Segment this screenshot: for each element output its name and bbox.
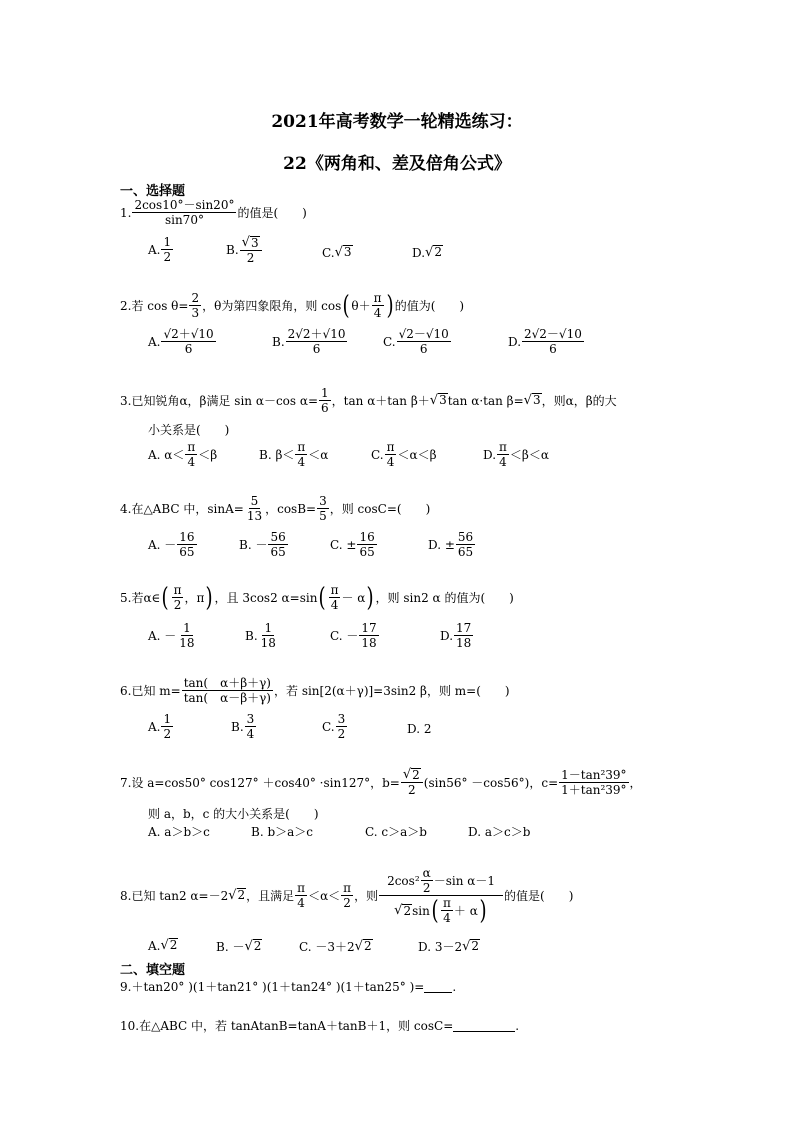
q4-option-d — [428, 530, 476, 559]
question-9 — [120, 978, 456, 995]
question-8 — [120, 866, 573, 925]
q2-c-den: 6 — [419, 342, 428, 356]
q4-b-den: 65 — [270, 545, 286, 559]
q2-b-frac — [286, 327, 348, 356]
q3-b-den: 4 — [297, 455, 306, 469]
q8-radicand: 2 — [237, 888, 246, 902]
q2-lparen: ( — [342, 290, 350, 321]
q1-d-radicand: 2 — [434, 245, 442, 259]
q2-inner-frac — [372, 291, 384, 320]
question-1 — [120, 198, 307, 227]
q3-part-a: 3.已知锐角α，β满足 sin α－cos α= — [120, 394, 319, 408]
q5-comma: ，π — [184, 591, 205, 605]
q2-rparen: ) — [386, 290, 394, 321]
q4-a-label: A. － — [148, 538, 177, 552]
q7-frac-c-num: 1－tan²39° — [561, 767, 627, 782]
q5-b-frac — [259, 621, 278, 650]
q2-b-num: 2√2＋√10 — [287, 327, 346, 341]
q5-a-frac — [177, 621, 196, 650]
q7-frac-b — [401, 767, 423, 797]
q7-part-b: (sin56° －cos56°)，c= — [423, 775, 559, 790]
q1-a-num: 1 — [163, 235, 172, 249]
q6-option-d: D. 2 — [407, 722, 432, 736]
q2-d-label: D. — [508, 334, 522, 349]
q1-fraction — [132, 198, 236, 227]
q1-a-frac — [161, 235, 173, 264]
q1-b-frac — [240, 235, 262, 265]
q6-c-frac — [336, 712, 348, 741]
q8-frac-2 — [341, 881, 353, 910]
q5-a-num: 1 — [183, 621, 191, 635]
q6-part-a: 6.已知 m= — [120, 684, 181, 698]
q8-a-radicand: 2 — [169, 938, 178, 952]
q10-end: . — [515, 1018, 520, 1033]
q3-c-end: ＜α＜β — [397, 448, 437, 462]
q6-a-label: A. — [148, 719, 161, 734]
q2-frac-den: 3 — [191, 306, 200, 320]
q6-a-num: 1 — [163, 712, 172, 726]
q1-denominator: sin70° — [164, 213, 204, 227]
q4-part-c: ，则 cosC=( ) — [329, 502, 431, 516]
q5-c-den: 18 — [361, 636, 377, 650]
q8-c-radicand: 2 — [363, 939, 372, 953]
q6-option-a — [148, 712, 174, 741]
q5-c-label: C. － — [330, 629, 359, 643]
q8-b-label: B. － — [216, 940, 245, 954]
q1-c-label: C. — [322, 245, 335, 260]
q4-c-den: 65 — [359, 545, 375, 559]
q8-d-label: D. 3－2 — [418, 940, 463, 954]
q5-d-frac — [454, 621, 473, 650]
q7-line-2: 则 a，b，c 的大小关系是( ) — [148, 807, 319, 821]
q1-b-den: 2 — [246, 251, 255, 265]
q8-den-rparen: ) — [479, 895, 487, 926]
q7-option-c: C. c＞a＞b — [365, 825, 427, 839]
q5-option-c — [330, 621, 380, 650]
q5-lparen: ( — [161, 582, 170, 613]
q3-radicand-2: 3 — [532, 393, 541, 407]
q1-option-c — [322, 245, 353, 260]
q1-suffix: 的值是( ) — [237, 206, 307, 220]
q9-answer-blank[interactable] — [424, 980, 452, 993]
q8-frac-1-den: 4 — [297, 896, 305, 910]
title-line-2: 22《两角和、差及倍角公式》 — [283, 154, 511, 174]
q8-option-a — [148, 938, 178, 953]
q3-a-frac — [185, 440, 197, 469]
q7-radicand: 2 — [412, 768, 420, 782]
q2-c-num: √2－√10 — [398, 327, 449, 341]
q1-b-sqrt: √ 3 — [241, 235, 259, 250]
q6-frac-den: tan( α－β＋γ) — [183, 691, 271, 705]
q4-frac-1-num: 5 — [250, 494, 259, 508]
q4-a-den: 65 — [179, 545, 195, 559]
q3-part-c: tan α·tan β= — [447, 393, 524, 408]
q2-b-den: 6 — [312, 342, 321, 356]
q1-b-label: B. — [226, 243, 239, 257]
q3-c-num: π — [386, 440, 395, 454]
q8-frac-1-num: π — [297, 881, 306, 895]
q4-d-den: 65 — [457, 545, 474, 559]
q5-b-num: 1 — [264, 621, 273, 635]
q4-frac-2 — [317, 494, 329, 523]
q1-b-radicand: 3 — [250, 236, 259, 250]
q4-a-num: 16 — [179, 530, 195, 544]
q8-num-a: 2cos² — [387, 873, 420, 888]
q7-option-d: D. a＞c＞b — [468, 825, 531, 839]
q8-b-radicand: 2 — [253, 939, 262, 953]
q8-part-b: ，且满足 — [246, 889, 295, 903]
question-5 — [120, 583, 514, 612]
q2-a-label: A. — [148, 334, 161, 349]
q8-big-frac — [379, 866, 503, 925]
q2-option-c — [383, 327, 452, 356]
q5-d-den: 18 — [456, 636, 472, 650]
q4-a-frac — [177, 530, 196, 559]
q3-c-label: C. — [371, 447, 384, 462]
q2-b-label: B. — [272, 334, 285, 349]
q8-frac-1 — [295, 881, 307, 910]
q2-d-num: 2√2－√10 — [524, 327, 582, 341]
q3-sqrt-1: √ 3 — [429, 393, 447, 408]
q3-a-num: π — [187, 440, 196, 454]
q8-frac-2-den: 2 — [343, 896, 351, 910]
q8-den-lparen: ( — [431, 895, 439, 926]
q5-frac-1 — [172, 583, 184, 612]
q5-b-den: 18 — [260, 636, 276, 650]
q4-b-num: 56 — [270, 530, 286, 544]
q7-frac-b-den: 2 — [408, 783, 416, 797]
q5-option-d — [440, 621, 474, 650]
q7-part-c: ， — [629, 775, 642, 790]
q3-frac-den: 6 — [321, 401, 329, 415]
q4-c-frac — [357, 530, 376, 559]
q8-den-frac-num: π — [442, 896, 451, 910]
q8-num-b: －sin α－1 — [433, 873, 496, 888]
q5-d-label: D. — [440, 628, 454, 643]
q7-frac-c — [559, 768, 628, 797]
q3-d-end: ＜β＜α — [509, 448, 549, 462]
q7-frac-b-num — [401, 767, 423, 783]
question-2 — [120, 291, 464, 320]
section-fill-heading: 二、填空题 — [120, 963, 186, 978]
q2-inner: θ＋ — [351, 299, 371, 313]
q5-c-num: 17 — [361, 621, 377, 635]
question-3 — [120, 386, 617, 415]
q3-c-frac — [385, 440, 397, 469]
title-line-1: 2021年高考数学一轮精选练习： — [271, 112, 523, 132]
q3-b-frac — [295, 440, 307, 469]
q3-d-den: 4 — [499, 455, 507, 469]
q6-option-c — [322, 712, 348, 741]
q5-d-num: 17 — [456, 621, 472, 635]
q8-den-plus: ＋ α — [453, 903, 478, 918]
q8-frac-2-num: π — [343, 881, 352, 895]
q8-big-den — [392, 896, 490, 925]
q8-a-sqrt: √ 2 — [160, 938, 178, 953]
q10-answer-blank[interactable] — [453, 1019, 515, 1032]
q5-a-den: 18 — [179, 636, 195, 650]
question-7 — [120, 767, 642, 797]
q4-option-a — [148, 530, 198, 559]
q9-text: 9.＋tan20° )(1＋tan21° )(1＋tan24° )(1＋tan25° )= — [120, 980, 425, 994]
q7-sqrt: √ 2 — [402, 767, 420, 782]
q1-c-sqrt: √ 3 — [334, 245, 352, 260]
q1-a-label: A. — [148, 242, 161, 257]
q4-frac-1-den: 13 — [246, 509, 263, 523]
q7-option-b: B. b＞a＞c — [251, 825, 314, 839]
q8-den-sqrt: √ 2 — [394, 902, 412, 918]
q1-c-radicand: 3 — [343, 245, 352, 259]
q6-option-b — [231, 712, 257, 741]
q7-frac-c-den: 1＋tan²39° — [561, 782, 627, 797]
q6-a-den: 2 — [163, 727, 172, 741]
q6-c-label: C. — [322, 719, 335, 734]
q8-d-sqrt: √ 2 — [462, 939, 480, 954]
q8-part-d: 的值是( ) — [504, 889, 574, 903]
q4-d-frac — [456, 530, 475, 559]
q5-option-b — [245, 621, 279, 650]
q4-option-b — [239, 530, 289, 559]
q8-den-frac-den: 4 — [443, 911, 451, 925]
q4-frac-2-den: 5 — [319, 509, 327, 523]
q3-part-d: ，则α，β的大 — [541, 394, 617, 408]
q6-a-frac — [161, 712, 173, 741]
q1-prefix: 1. — [120, 205, 132, 220]
q4-c-label: C. ± — [330, 537, 357, 552]
question-10 — [120, 1017, 519, 1034]
q3-option-c — [371, 440, 437, 469]
q3-b-end: ＜α — [308, 448, 329, 462]
q8-lt: ＜α＜ — [308, 889, 341, 903]
q2-inner-den: 4 — [373, 306, 382, 320]
q10-text: 10.在△ABC 中，若 tanAtanB=tanA＋tanB＋1，则 cosC= — [120, 1019, 454, 1033]
q2-option-b — [272, 327, 348, 356]
q2-a-frac — [161, 327, 215, 356]
q7-part-a: 7.设 a=cos50° cos127° ＋cos40° ·sin127°，b= — [120, 775, 400, 790]
q3-a-label: A. α＜ — [148, 448, 185, 462]
q8-a-label: A. — [148, 938, 161, 953]
q5-frac-1-num: π — [173, 583, 182, 597]
q4-part-a: 4.在△ABC 中，sinA= — [120, 502, 244, 516]
q3-line-2: 小关系是( ) — [148, 423, 230, 437]
q2-prefix: 2.若 cos θ= — [120, 299, 189, 313]
q8-num-half-den: 2 — [422, 881, 431, 895]
q1-b-num — [240, 235, 262, 251]
q2-option-d — [508, 327, 585, 356]
q3-option-b — [259, 440, 328, 469]
q5-frac-2-num: π — [330, 583, 339, 597]
q6-frac — [182, 676, 273, 705]
q8-c-label: C. －3＋2 — [299, 940, 355, 954]
q4-frac-1 — [245, 494, 264, 523]
q8-den-sin: sin — [412, 903, 430, 918]
q8-num-half-num: α — [422, 866, 431, 880]
q6-b-den: 4 — [246, 727, 255, 741]
q4-c-num: 16 — [359, 530, 375, 544]
q4-d-label: D. ± — [428, 537, 455, 552]
q3-c-den: 4 — [386, 455, 395, 469]
q8-option-c — [299, 938, 373, 955]
q3-option-d — [483, 440, 549, 469]
q6-b-num: 3 — [246, 712, 255, 726]
q2-c-frac — [397, 327, 451, 356]
q5-a-label: A. － — [148, 629, 177, 643]
q2-option-a — [148, 327, 217, 356]
q8-part-c: ，则 — [354, 889, 379, 903]
q8-d-radicand: 2 — [471, 939, 480, 953]
q2-mid: ，θ为第四象限角，则 cos — [202, 299, 342, 313]
q5-frac-2-den: 4 — [330, 598, 339, 612]
q5-lparen-2: ( — [318, 582, 327, 613]
q1-d-label: D. — [412, 245, 426, 260]
q3-a-end: ＜β — [198, 448, 218, 462]
q2-a-den: 6 — [184, 342, 193, 356]
q8-num-half — [421, 866, 433, 895]
q3-b-label: B. β＜ — [259, 448, 295, 462]
q3-frac-num: 1 — [321, 386, 329, 400]
q2-suffix: 的值为( ) — [394, 299, 465, 313]
q5-frac-1-den: 2 — [173, 598, 182, 612]
q5-c-frac — [359, 621, 378, 650]
q2-c-label: C. — [383, 334, 396, 349]
q3-b-num: π — [297, 440, 306, 454]
q6-c-den: 2 — [337, 727, 346, 741]
q6-part-b: ，若 sin[2(α＋γ)]=3sin2 β，则 m=( ) — [274, 684, 510, 698]
q9-end: . — [452, 979, 457, 994]
q8-option-d — [418, 938, 480, 955]
question-6 — [120, 676, 510, 705]
q4-d-num: 56 — [457, 530, 474, 544]
q2-a-num: √2＋√10 — [163, 327, 214, 341]
q7-option-a: A. a＞b＞c — [148, 825, 210, 839]
q5-part-b: ，且 3cos2 α=sin — [214, 591, 318, 605]
q4-frac-2-num: 3 — [319, 494, 327, 508]
q4-option-c — [330, 530, 378, 559]
q2-d-den: 6 — [549, 342, 557, 356]
q8-big-num — [379, 866, 503, 896]
q4-b-frac — [268, 530, 287, 559]
q6-b-label: B. — [231, 719, 244, 734]
q8-den-frac — [441, 896, 453, 925]
q8-sqrt: √ 2 — [228, 888, 246, 903]
q3-a-den: 4 — [187, 455, 196, 469]
q5-part-a: 5.若α∈ — [120, 591, 161, 605]
q5-b-label: B. — [245, 628, 258, 643]
q8-c-sqrt: √ 2 — [354, 939, 372, 954]
q5-rparen: ) — [205, 582, 214, 613]
q5-rparen-2: ) — [366, 582, 375, 613]
q3-d-frac — [497, 440, 509, 469]
q8-option-b — [216, 938, 262, 955]
q2-frac — [189, 291, 201, 320]
q2-frac-num: 2 — [191, 291, 200, 305]
section-choice-heading: 一、选择题 — [120, 184, 186, 199]
q2-d-frac — [522, 327, 584, 356]
q4-b-label: B. － — [239, 538, 268, 552]
q1-option-a — [148, 235, 174, 264]
q3-radicand-1: 3 — [439, 393, 447, 407]
question-4 — [120, 494, 430, 523]
q3-part-b: ，tan α＋tan β＋ — [331, 394, 430, 408]
q6-frac-num: tan( α＋β＋γ) — [183, 676, 271, 690]
q6-c-num: 3 — [337, 712, 346, 726]
q5-option-a — [148, 621, 198, 650]
q8-den-radicand: 2 — [403, 903, 412, 918]
q6-b-frac — [245, 712, 257, 741]
q3-d-label: D. — [483, 447, 497, 462]
q3-d-num: π — [499, 440, 507, 454]
q1-d-sqrt: √ 2 — [425, 245, 442, 260]
q4-part-b: ，cosB= — [265, 502, 317, 516]
q3-sqrt-2: √ 3 — [523, 393, 541, 408]
q8-part-a: 8.已知 tan2 α=－2 — [120, 889, 229, 903]
q5-part-c: ，则 sin2 α 的值为( ) — [375, 591, 514, 605]
q1-option-d — [412, 245, 443, 260]
q3-option-a — [148, 440, 217, 469]
q5-frac-2 — [329, 583, 341, 612]
q5-minus: － α — [341, 591, 366, 605]
q1-option-b — [226, 235, 263, 265]
q2-inner-num: π — [373, 291, 382, 305]
q3-frac — [319, 386, 331, 415]
q1-numerator: 2cos10°－sin20° — [134, 198, 235, 212]
q8-b-sqrt: √ 2 — [244, 939, 262, 954]
q1-a-den: 2 — [163, 250, 172, 264]
